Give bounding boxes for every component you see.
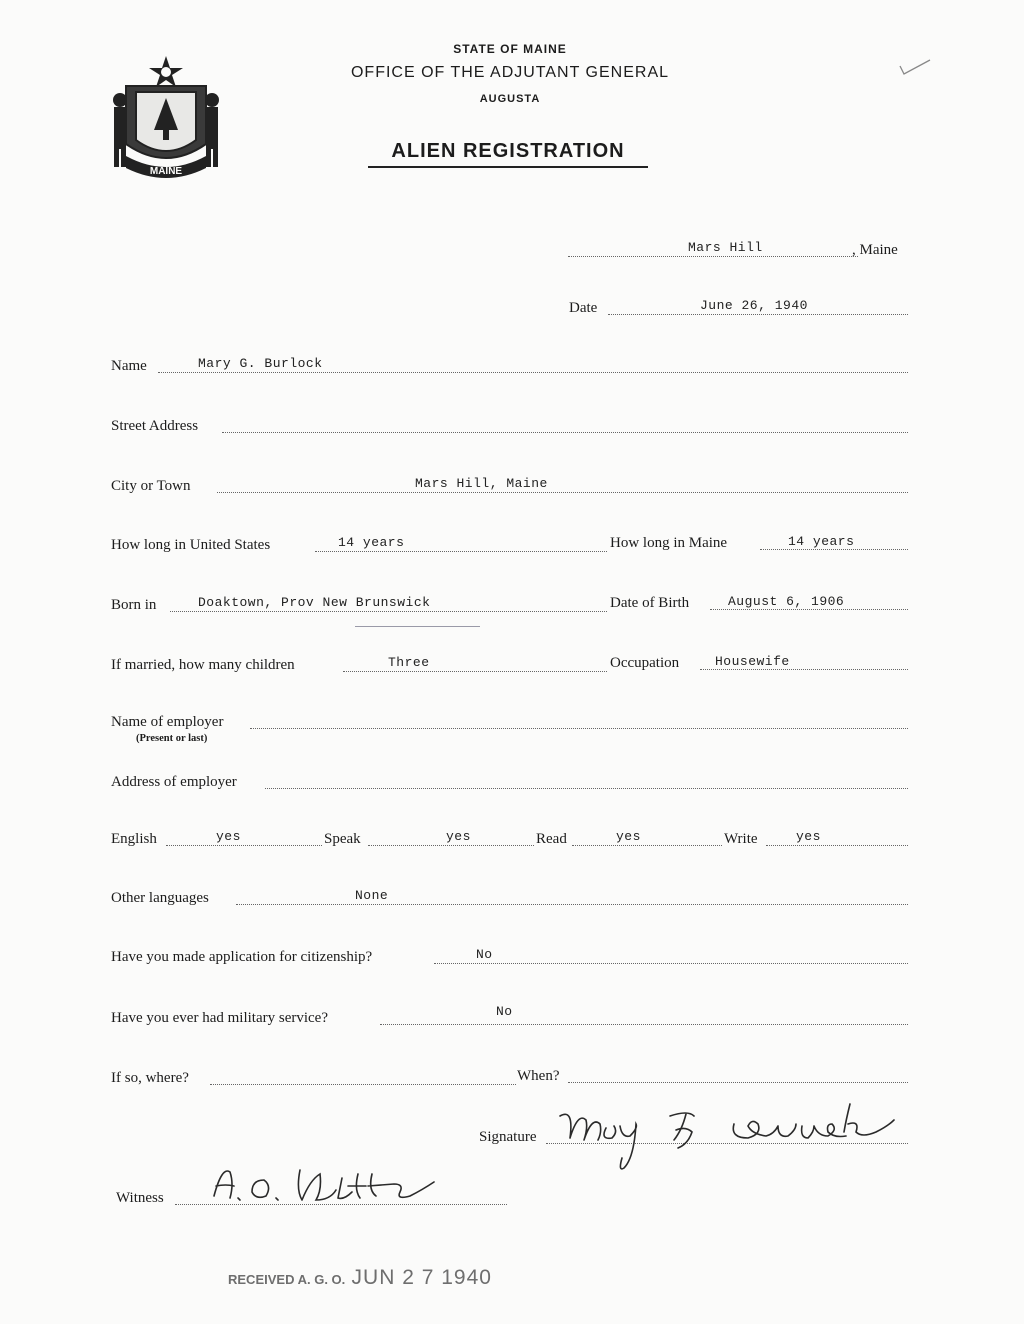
born-in-underline	[355, 626, 480, 627]
city-heading: AUGUSTA	[479, 93, 541, 105]
military-line	[380, 1024, 908, 1025]
signature-label: Signature	[479, 1129, 537, 1145]
english-line	[166, 845, 322, 846]
read-label: Read	[536, 831, 567, 847]
name-line	[158, 372, 908, 373]
english-label: English	[111, 831, 157, 847]
employer-address-label: Address of employer	[111, 774, 237, 790]
read-value: yes	[616, 829, 641, 844]
how-long-maine-label: How long in Maine	[610, 535, 728, 551]
speak-label: Speak	[324, 831, 361, 847]
date-of-birth-value: August 6, 1906	[728, 594, 845, 609]
place-value: Mars Hill	[688, 240, 763, 255]
date-line	[608, 314, 908, 315]
street-address-line	[222, 432, 908, 433]
check-mark-icon	[898, 56, 932, 78]
seal-text: MAINE	[149, 166, 183, 177]
city-line	[217, 492, 908, 493]
how-long-us-value: 14 years	[338, 535, 405, 550]
received-stamp-date: JUN 2 7 1940	[351, 1266, 492, 1289]
children-value: Three	[388, 655, 430, 670]
witness-label: Witness	[116, 1190, 164, 1206]
employer-name-line	[250, 728, 908, 729]
citizenship-line	[434, 963, 908, 964]
occupation-value: Housewife	[715, 654, 790, 669]
speak-line	[368, 845, 534, 846]
name-value: Mary G. Burlock	[198, 356, 323, 371]
children-label: If married, how many children	[111, 657, 295, 673]
place-state-label: , Maine	[852, 242, 898, 258]
city-label: City or Town	[111, 478, 191, 494]
applicant-signature	[552, 1098, 902, 1176]
how-long-us-line	[315, 551, 607, 552]
read-line	[572, 845, 722, 846]
occupation-line	[700, 669, 908, 670]
date-of-birth-label: Date of Birth	[610, 595, 690, 611]
where-label: If so, where?	[111, 1070, 189, 1086]
received-stamp	[228, 1266, 492, 1290]
citizenship-value: No	[476, 947, 493, 962]
born-in-label: Born in	[111, 597, 157, 613]
date-value: June 26, 1940	[700, 298, 808, 313]
write-line	[766, 845, 908, 846]
employer-address-line	[265, 788, 908, 789]
when-line	[568, 1082, 908, 1083]
witness-signature	[208, 1160, 458, 1220]
write-value: yes	[796, 829, 821, 844]
military-label: Have you ever had military service?	[111, 1010, 328, 1026]
write-label: Write	[724, 831, 758, 847]
english-value: yes	[216, 829, 241, 844]
employer-name-label: Name of employer	[111, 714, 224, 730]
street-address-label: Street Address	[111, 418, 199, 434]
military-value: No	[496, 1004, 513, 1019]
maine-seal-icon	[106, 52, 226, 184]
place-line	[568, 256, 858, 257]
where-line	[210, 1084, 516, 1085]
how-long-maine-line	[760, 549, 908, 550]
speak-value: yes	[446, 829, 471, 844]
form-title: ALIEN REGISTRATION	[368, 140, 648, 168]
children-line	[343, 671, 607, 672]
state-heading: STATE OF MAINE	[453, 42, 567, 56]
born-in-value: Doaktown, Prov New Brunswick	[198, 595, 431, 610]
name-label: Name	[111, 358, 147, 374]
other-languages-label: Other languages	[111, 890, 209, 906]
city-value: Mars Hill, Maine	[415, 476, 548, 491]
office-heading: OFFICE OF THE ADJUTANT GENERAL	[350, 64, 670, 81]
date-of-birth-line	[710, 609, 908, 610]
how-long-us-label: How long in United States	[111, 537, 271, 553]
other-languages-value: None	[355, 888, 389, 903]
how-long-maine-value: 14 years	[788, 534, 855, 549]
citizenship-label: Have you made application for citizenship?	[111, 949, 373, 965]
date-label: Date	[569, 300, 598, 316]
occupation-label: Occupation	[610, 655, 680, 671]
employer-name-sublabel: (Present or last)	[136, 733, 208, 744]
other-languages-line	[236, 904, 908, 905]
received-stamp-text: RECEIVED A. G. O.	[228, 1272, 346, 1287]
when-label: When?	[517, 1068, 560, 1084]
born-in-line	[170, 611, 607, 612]
